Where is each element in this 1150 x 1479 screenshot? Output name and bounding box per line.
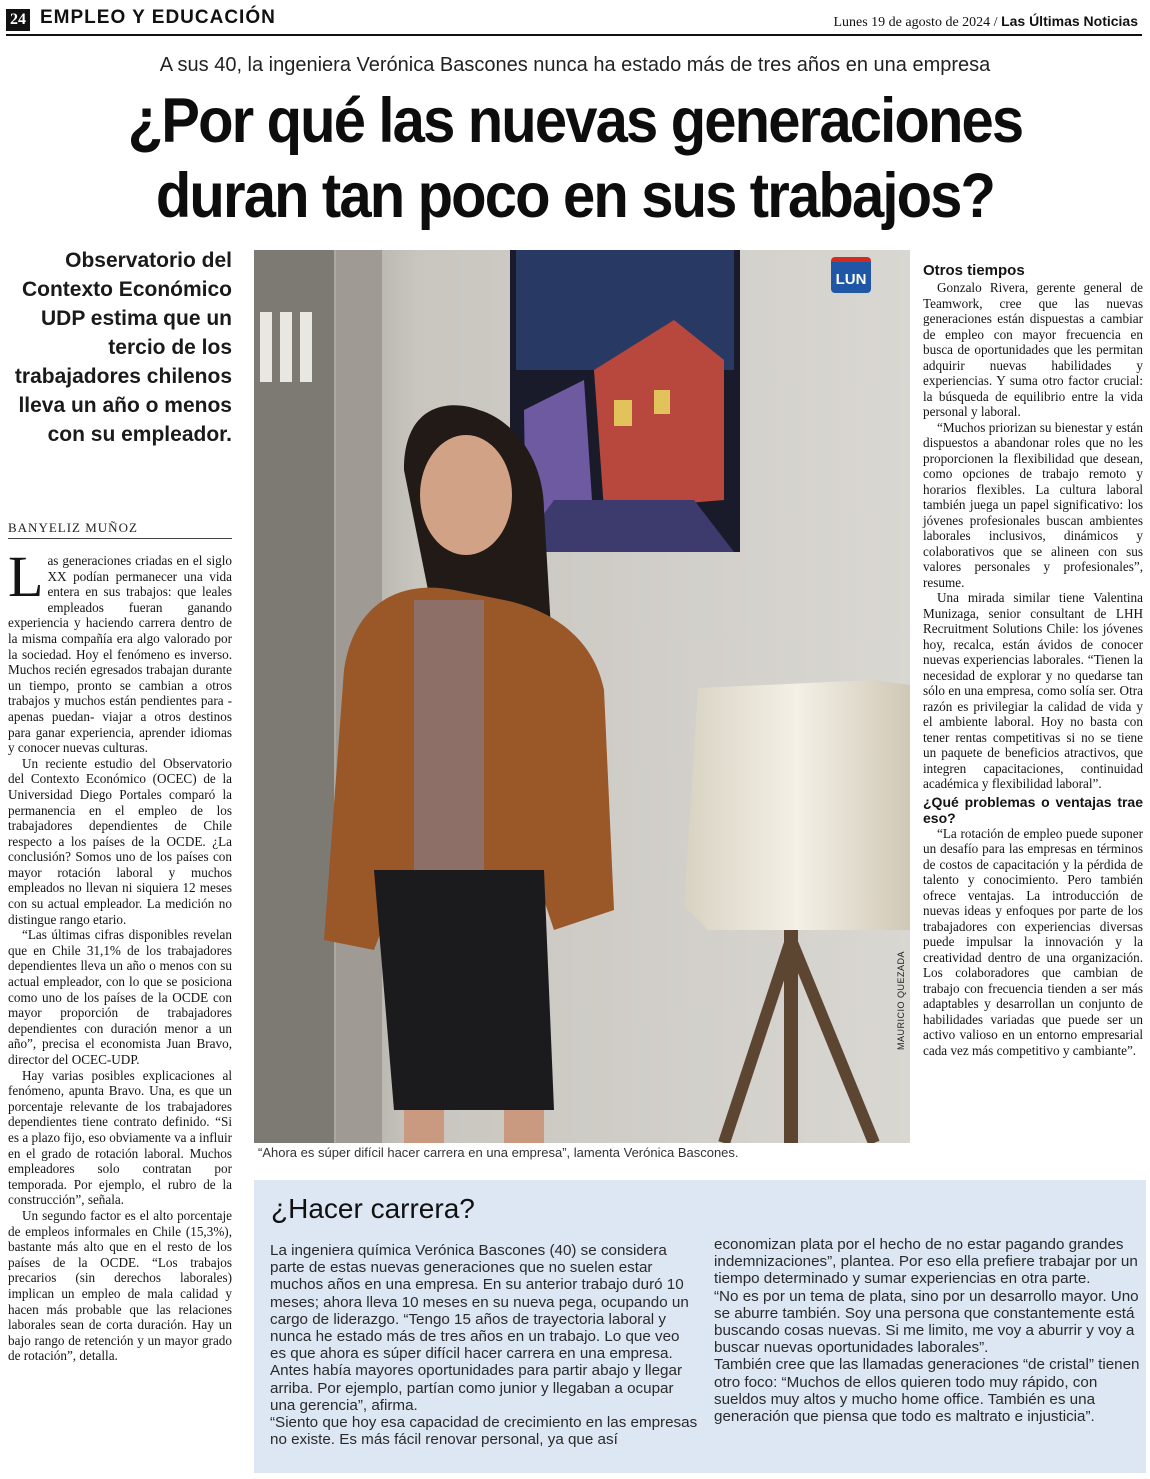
body-paragraph: Un reciente estudio del Observatorio del Contexto Económico (OCEC) de la Universidad Diego Portales comparó la permanencia en el empleo de los trabajadores dependientes de Chile respecto a los países de la OCDE. ¿La conclusión? Somos uno de los países con mayor rotación laboral y muchos empleados no llevan ni siquiera 12 meses con su actual empleador. La medición no distingue rango etario. (8, 755, 232, 927)
byline: BANYELIZ MUÑOZ (8, 520, 138, 535)
sidebar-box (254, 1180, 1146, 1473)
page-number: 24 (6, 9, 30, 31)
body-paragraph (8, 544, 232, 756)
headline (46, 84, 1104, 234)
subheading-otros-tiempos: Otros tiempos (923, 262, 1025, 279)
drop-cap: L (8, 544, 44, 609)
box-paragraph: economizan plata por el hecho de no estar pagando grandes indemnizaciones”, plantea. Por eso ella prefiere trabajar por un tiempo determinado y sumar experiencias en otra parte. (714, 1236, 1138, 1288)
box-paragraph: La ingeniera química Verónica Bascones (40) se considera parte de estas nuevas generaciones que no suelen estar muchos años en una empresa. En su anterior trabajo duró 10 meses; ahora lleva 10 meses en su nueva pega, ocupando un cargo de liderazgo. “Tengo 15 años de trayectoria laboral y nunca he estado más de tres años en un trabajo. Lo que veo es que ahora es súper difícil hacer carrera en una empresa. Antes había mayores oportunidades para partir abajo y llegar arriba. Por ejemplo, partían como junior y llegaban a ocupar una gerencia”, afirma. (270, 1242, 689, 1414)
body-paragraph: “La rotación de empleo puede suponer un desafío para las empresas en términos de costos de capacitación y la pérdida de talento y conocimiento. Pero también ofrece ventajas. La introducción de nuevas ideas y enfoques por parte de los trabajadores con experiencias diversas puede impulsar la innovación y la creatividad dentro de una organización. Los colaboradores que cambian de trabajo con frecuencia tienden a ser más adaptables y desarrollan un conjunto de habilidades variadas que puede ser un activo valioso en un entorno empresarial cada vez más competitivo y cambiante”. (923, 825, 1143, 1058)
portrait-photo (254, 250, 910, 1143)
photo-illustration (254, 250, 910, 1143)
headline-line-1: ¿Por qué las nuevas generaciones (127, 86, 1023, 156)
lead-paragraph: Observatorio del Contexto Económico UDP estima que un tercio de los trabajadores chilenos lleva un año o menos con su empleador. (14, 249, 232, 446)
subheading-problemas: ¿Qué problemas o ventajas trae eso? (923, 793, 1143, 826)
right-column (923, 262, 1143, 1058)
dateline (833, 13, 1138, 31)
issue-date: Lunes 19 de agosto de 2024 / (833, 15, 998, 30)
byline-rule (8, 538, 232, 539)
body-paragraph: Gonzalo Rivera, gerente general de Teamwork, cree que las nuevas generaciones están dispuestas a cambiar de empleo con mayor frecuencia en busca de oportunidades que les permitan adquirir nuevas habilidades y experiencias. Y suma otro factor crucial: la búsqueda de equilibrio entre la vida personal y laboral. (923, 280, 1143, 419)
box-column-right (714, 1236, 1142, 1425)
photo-caption: “Ahora es súper difícil hacer carrera en una empresa”, lamenta Verónica Bascones. (258, 1145, 739, 1160)
publication-name: Las Últimas Noticias (1001, 13, 1138, 29)
body-paragraph: Un segundo factor es el alto porcentaje de empleos informales en Chile (15,3%), bastante más alto que en el resto de los países de la OCDE. “Los trabajos precarios (sin derechos laborales) implican un empleo de mala calidad y hacen más probable que las relaciones laborales sean de corta duración. Hay un bajo rango de retención y un mayor grado de rotación”, detalla. (8, 1207, 232, 1364)
page-header (0, 0, 1150, 40)
box-column-left (270, 1242, 698, 1448)
box-title: ¿Hacer carrera? (271, 1193, 475, 1224)
body-text: as generaciones criadas en el siglo XX podían permanecer una vida entera en sus trabajos: que leales empleados fueran ganando experiencia y haciendo carrera dentro de la misma compañía era algo valorado por la sociedad. Hoy el fenómeno es inverso. Muchos recién egresados trabajan durante un tiempo, pronto se cambian a otros trabajos y muchos están pendientes para -apenas puedan- viajar a otros destinos para ganar experiencia, aprender idiomas y conocer nuevas culturas. (8, 553, 232, 756)
box-paragraph: También cree que las llamadas generaciones “de cristal” tienen otro foco: “Muchos de ellos quieren todo muy rápido, con sueldos muy altos y mucho home office. También es una generación que piensa que todo es maltrato e injusticia”. (714, 1356, 1140, 1426)
photo-credit: MAURICIO QUEZADA (896, 950, 906, 1050)
section-label: EMPLEO Y EDUCACIÓN (40, 7, 276, 28)
article-body (8, 544, 232, 1364)
box-paragraph: “Siento que hoy esa capacidad de crecimiento en las empresas no existe. Es más fácil renovar personal, ya que así (270, 1414, 698, 1449)
lun-logo-badge: LUN (831, 257, 871, 293)
headline-line-2: duran tan poco en sus trabajos? (155, 161, 995, 231)
box-paragraph: “No es por un tema de plata, sino por un desarrollo mayor. Uno se aburre también. Soy una persona que constantemente está buscando cosas nuevas. Si me limito, me voy a aburrir y voy a buscar nuevas oportunidades laborales”. (714, 1287, 1139, 1357)
body-paragraph: “Muchos priorizan su bienestar y están dispuestos a abandonar roles que no les proporcionen la flexibilidad que desean, como opciones de trabajo remoto y horarios flexibles. La cultura laboral también juega un papel significativo: los jóvenes profesionales buscan ambientes laborales inclusivos, dinámicos y colaborativos que se alineen con sus valores personales y profesionales”, resume. (923, 419, 1143, 590)
body-paragraph: Una mirada similar tiene Valentina Munizaga, senior consultant de LHH Recruitment Solutions Chile: los jóvenes hoy, recalca, están ávidos de conocer nuevas experiencias laborales. “Tienen la necesidad de explorar y no quedarse tan sólo en una empresa, como solía ser. Otra razón es privilegiar la calidad de vida y el ambiente laboral. Hoy no basta con tener rentas competitivas si no se tiene un paquete de beneficios atractivos, que integren capacitaciones, continuidad académica y flexibilidad laboral”. (923, 590, 1143, 791)
header-rule (6, 34, 1142, 36)
kicker: A sus 40, la ingeniera Verónica Bascones nunca ha estado más de tres años en una empresa (159, 54, 991, 76)
body-paragraph: Hay varias posibles explicaciones al fenómeno, apunta Bravo. Una, es que un porcentaje relevante de los trabajadores dependientes tiene contrato definido. “Si es a plazo fijo, eso obviamente va a influir en el grado de rotación laboral. Muchos empleadores solo contratan por temporada. Por ejemplo, el rubro de la construcción”, señala. (8, 1067, 232, 1208)
body-paragraph: “Las últimas cifras disponibles revelan que en Chile 31,1% de los trabajadores dependientes lleva un año o menos con su actual empleador, con lo que se posiciona como uno de los países de la OCDE con mayor proporción de trabajadores dependientes con duración menor a un año”, precisa el economista Juan Bravo, director del OCEC-UDP. (8, 927, 232, 1067)
